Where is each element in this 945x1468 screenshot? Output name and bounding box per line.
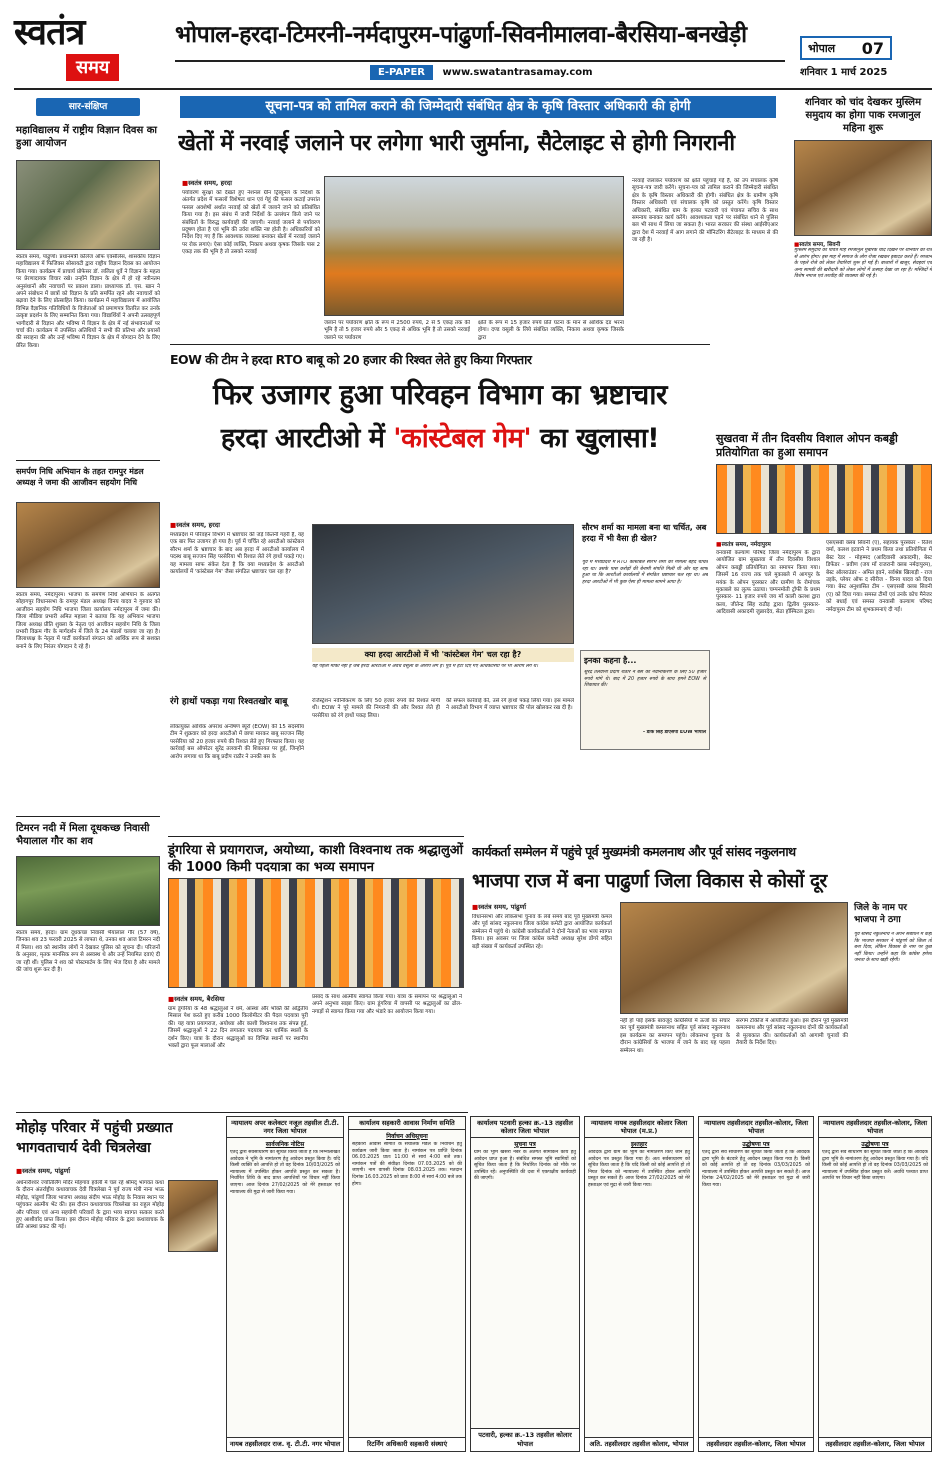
kabaddi-photo [716, 464, 932, 534]
notice-3-body: ग्राम की भूमि खसरा नंबर के अंतर्गत सीमांकन कार्य हेतु आवेदन प्राप्त हुआ है। संबंधित समस्त भूमि स्वामियों को सूचित किया जाता है कि निर्धारित दिनांक को मौके पर उपस्थित रहें। अनुपस्थिति की दशा में एकपक्षीय कार्यवाही की जाएगी। [474, 1150, 576, 1182]
rto-quote-box [580, 650, 710, 750]
notice-5-title: उद्घोषणा पत्र [742, 1141, 770, 1148]
section-tag: सार-संक्षिप्त [36, 98, 140, 116]
lead-photo-burning-field [324, 176, 624, 316]
notice-4-foot: अति. तहसीलदार तहसील कोलार, भोपाल [585, 1437, 693, 1451]
kabaddi-body-right: एसएसबी क्लब सिवनी (ए), सहायक पुरस्कार - रितेश वर्मा, कलश इटवाने ने प्रथम किया तथा प्रतियोगिता में बेस्ट रेडर - मोहम्मद (आदिवासी अकादमी), बेस्ट डिफेंडर - प्रवीण (जय माँ राजरानी क्लब नर्मदापुरम), बेस्ट ऑलराउंडर - अमित इवने, सर्वश्रेष्ठ खिलाड़ी - राज उइके, प्लेयर ऑफ द सीरीज - विनय यादव को दिया गया। बेस्ट अनुशासित टीम - एसएसबी क्लब सिवनी (ए) को दिया गया। समस्त टीमों एवं उनके कोच मैनेजर को बधाई एवं समस्त वनवासी कल्याण परिषद नर्मदापुरम टीम को शुभकामनाएं दी गईं। [826, 540, 932, 613]
rto-subhead: रंगे हाथों पकड़ा गया रिश्वतखोर बाबू [170, 697, 288, 707]
kamalnath-body: विधानसभा और लोकसभा चुनाव के लंबे समय बाद पूर्व मुख्यमंत्री कमल और पूर्व सांसद नकुलनाथ जिला कांग्रेस कमेटी द्वारा आयोजित कार्यकर्ता सम्मेलन में पहुंचे थे। कांग्रेसी कार्यकर्ताओं ने दोनों नेताओं का भव्य स्वागत किया। इस अवसर पर जिला कांग्रेस कमेटी अध्यक्ष सुरेश डोंगरे सहित बड़ी संख्या में कार्यकर्ता उपस्थित रहे। [472, 914, 612, 950]
notice-1-head: न्यायालय अपर कलेक्टर नजूल तहसील टी.टी. नगर जिला भोपाल [227, 1117, 343, 1138]
notice-1 [226, 1116, 344, 1452]
left-divider-1 [16, 460, 160, 461]
notice-4-head: न्यायालय नायब तहसीलदार कोलार जिला भोपाल (म.प्र.) [585, 1117, 693, 1138]
chitralekha-body: अर्धनारीश्वर ज्योतिर्लिंग मंदिर मोहगांव हवेली में चल रहे श्रीमद् भागवत कथा के दौरान अंतर्राष्ट्रीय कथावाचक देवी चित्रलेखा ने पूर्व राज्य मंत्री नाना भाऊ मोहोड़, पांढुर्णा जिला भाजपा अध्यक्ष संदीप भाऊ मोहोड़ के निवास स्थान पर पहुंचकर आत्मीय भेंट की। इस दौरान कथावाचक चित्रलेखा का राहुल मोहोड़ और परिवार एवं अन्य सहयोगी परिवारों के द्वारा भव्य स्वागत सत्कार करते हुए आशीर्वाद प्राप्त किया। इस दौरान मोहोड़ परिवार के द्वारा कथावाचक के प्रति आस्था प्रकट की गई। [16, 1180, 164, 1231]
left-story2-photo [16, 502, 160, 588]
rto-quote-title: इनका कहना है... [584, 656, 637, 665]
kamalnath-headline: भाजपा राज में बना पाढुर्णा जिला विकास से कोसों दूर [472, 870, 827, 892]
rto-photo-caption: क्या हरदा आरटीओ में भी 'कांस्टेबल गेम' चल रहा है? [312, 648, 574, 662]
rto-headline-line2 [170, 418, 710, 460]
padyatra-byline: ■ स्वतंत्र समय, बैरसिया [168, 994, 308, 1003]
notice-2-body: सहकारी आवास समिति के संचालक मंडल के निर्वाचन हेतु कार्यक्रम जारी किया जाता है। नामांकन पत्र प्राप्ति दिनांक 06.03.2025 प्रातः 11:00 से सायं 4:00 बजे तक। नामांकन पत्रों की संवीक्षा दिनांक 07.03.2025 को की जाएगी। नाम वापसी दिनांक 08.03.2025 तक। मतदान दिनांक 16.03.2025 को प्रातः 8:00 से सायं 4:00 बजे तक होगा। [352, 1142, 462, 1187]
notice-3 [470, 1116, 580, 1452]
notice-6 [818, 1116, 932, 1452]
notice-6-head: न्यायालय तहसीलदार तहसील-कोलार, जिला भोपाल [819, 1117, 931, 1138]
kamalnath-sidebar-body: पूर्व सांसद नकुलनाथ ने अपने संबोधन में कहा कि भाजपा सरकार ने पांढुर्णा को जिला तो बना दिया, लेकिन विकास के नाम पर कुछ नहीं किया। उन्होंने कहा कि कांग्रेस हमेशा जनता के साथ खड़ी रहेगी। [854, 932, 932, 964]
lead-photo-caption-2: क्षति के रूप में 15 हजार रुपये प्रति घटना के मान से आर्थिक दंड भरना होगा। दण्ड वसूली के लिये संबंधित व्यक्ति, निकाय अथवा कृषक जिसके द्वारा [478, 320, 624, 341]
notice-1-body: एतद् द्वारा सर्वसाधारण को सूचित किया जाता है कि निम्नलिखित आवेदक ने भूमि के नामांतरण हेतु आवेदन प्रस्तुत किया है। यदि किसी व्यक्ति को आपत्ति हो तो वह दिनांक 10/03/2025 को न्यायालय में उपस्थित होकर आपत्ति प्रस्तुत कर सकता है। निर्धारित तिथि के बाद प्राप्त आपत्तियों पर विचार नहीं किया जाएगा। आज दिनांक 27/02/2025 को मेरे हस्ताक्षर एवं न्यायालय की मुद्रा से जारी किया गया। [230, 1150, 340, 1195]
ramzan-headline: शनिवार को चांद देखकर मुस्लिम समुदाय का होगा पाक रमजानुल महिना शुरू [804, 97, 922, 134]
notice-1-foot: नायब तहसीलदार राज. वृ. टी.टी. नगर भोपाल [227, 1437, 343, 1451]
notice-4 [584, 1116, 694, 1452]
rto-body3: रजिस्ट्रेशन नवीनीकरण के लिए 50 हजार रुपये की रिश्वत मांगी थी। EOW ने पूरे मामले की निगरानी की और रिश्वत लेते ही परसेरिया को रंगे हाथों पकड़ लिया। [312, 698, 440, 719]
notice-5 [698, 1116, 814, 1452]
page-number: 07 [861, 39, 884, 58]
rto-sidebar-title: सौरभ शर्मा का मामला बना था चर्चित, अब हरदा में भी वैसा ही खेल? [582, 523, 707, 543]
logo-top-text: स्वतंत्र [14, 11, 85, 53]
left-story1-headline: महाविद्यालय में राष्ट्रीय विज्ञान दिवस का हुआ आयोजन [16, 125, 157, 149]
rto-headline-part-a: हरदा आरटीओ में [220, 423, 385, 454]
ramzan-body: मुस्लिम समुदाय का पवित्र माह रमजानुल मुबारक चांद दिखने पर शनिवार की रात से आरंभ होगा। इस माह में समाज के लोग रोजा रखकर इबादत करते हैं। रमजान के पहले रोजे को लेकर तैयारियां शुरू हो गई हैं। बाजारों में खजूर, सेवइयां एवं अन्य सामग्री की खरीदारी को लेकर लोगों में उत्साह देखा जा रहा है। मस्जिदों में विशेष नमाज एवं तरावीह की व्यवस्था की गई है। [794, 248, 932, 280]
left-story3-headline: टिमरन नदी में मिला दूधकच्छ निवासी भैयालाल गौर का शव [16, 823, 150, 847]
rto-photo [312, 524, 574, 644]
left-story2-headline: समर्पण निधि अभियान के तहत रामपुर मंडल अध्यक्ष ने जमा की आजीवन सहयोग निधि [16, 467, 144, 487]
masthead-divider [175, 60, 785, 62]
page-city-box [800, 36, 892, 60]
padyatra-photo [168, 878, 464, 988]
notice-2-head: कार्यालय सहकारी आवास निर्माण समिति [349, 1117, 465, 1130]
kamalnath-byline: ■ स्वतंत्र समय, पांढुर्णा [472, 902, 612, 911]
logo-bottom-text: समय [66, 54, 119, 81]
kamalnath-body-right: नहीं हो पाई इसके बावजूद कांग्रेसियों में ऊर्जा का संचार कर पूर्व मुख्यमंत्री कमलनाथ सहित पूर्व सांसद नकुलनाथ इस कार्यक्रम का समापन पहुंचे। लोकसभा चुनाव के दौरान कांग्रेसियों के भाजपा में जाने के बाद यह पहला सम्मेलन था। [620, 1018, 730, 1054]
lead-byline: ■ स्वतंत्र समय, हरदा [182, 178, 302, 187]
chitralekha-headline: मोहोड़ परिवार में पहुंची प्रख्यात भागवताचार्य देवी चित्रलेखा [16, 1120, 173, 1156]
left-divider-2 [16, 816, 160, 817]
lead-body-left: पर्यावरण सुरक्षा को देखते हुए नेशनल ग्रीन ट्रिब्यूनल के निर्देशों के अंतर्गत प्रदेश में फसलों विशेषतः धान एवं गेहूं की फसल कटाई उपरांत फसल अवशेषों अर्थात नरवाई को खेतों में जलाने जाने को प्रतिबंधित किया गया है। इस संबंध में जारी निर्देशों के उल्लंघन किये जाने पर संबंधितों के विरुद्ध कार्यवाही की जाएगी। नरवाई जलाने से पर्यावरण प्रदूषण होता है एवं भूमि की उर्वरा शक्ति नष्ट होती है। अधिकारियों को निर्देश दिए गए हैं कि आवश्यक व्यवस्था बनाकर खेतों में नरवाई जलाने पर रोक लगाएं। ऐसा कोई व्यक्ति, निकाय अथवा कृषक जिसके पास 2 एकड़ तक की भूमि है तो उसको नरवाई [182, 190, 320, 256]
ramzan-byline: ■ स्वतंत्र समय, सिवनी [794, 240, 932, 248]
website-link[interactable]: www.swatantrasamay.com [442, 67, 593, 78]
rto-headline-part-c: का खुलासा! [540, 423, 660, 454]
rto-sidebar-body: पूर्व में मध्यप्रदेश में RTO कांस्टेबल सौरभ शर्मा का मामला बेहद चर्चित रहा था। उसके पास करोड़ों की बेनामी संपत्ति मिली थी और यह साफ हुआ था कि आरटीओ कार्यालयों में संगठित भ्रष्टाचार चल रहा था। अब हरदा आरटीओ में भी कुछ ऐसा ही मामला सामने आया है। [582, 560, 708, 585]
left-story2-body: स्वतंत्र समय, नर्मदापुरम। भाजपा के समर्पण निधि अभियान के अंतर्गत सोहागपुर विधानसभा के रामपुर मंडल अध्यक्ष विनय यादव ने गुरुवार को आजीवन सहयोग निधि भाजपा जिला कार्यालय नर्मदापुरम में जमा की। जिला मीडिया प्रभारी अमित महाला ने बताया कि यह अभियान भाजपा जिला अध्यक्ष प्रीति शुक्ला के नेतृत्व एवं आजीवन सहयोग निधि के जिला प्रभारी विक्रम गौर के मार्गदर्शन में जिले के 24 मंडलों चलाया जा रहा है। जिलाध्यक्ष के नेतृत्व में पार्टी कार्यकर्ता संगठन को आर्थिक रूप से सशक्त बनाने के लिए निरंतर योगदान दे रहे हैं। [16, 592, 160, 650]
padyatra-body: ग्राम डूंगरिया के 48 श्रद्धालुओं ने धर्म, आस्था और भक्ति की अद्वितीय मिसाल पेश करते हुए करीब 1000 किलोमीटर की पैदल पदयात्रा पूरी की। यह यात्रा प्रयागराज, अयोध्या और काशी विश्वनाथ तक संपन्न हुई, जिसमें श्रद्धालुओं ने 22 दिन लगातार पदयात्रा कर धार्मिक स्थलों के दर्शन किए। यात्रा के दौरान श्रद्धालुओं का विभिन्न स्थानों पर स्थानीय भक्तों द्वारा फूल मालाओं और [168, 1006, 308, 1050]
lead-headline: खेतों में नरवाई जलाने पर लगेगा भारी जुर्माना, सैटेलाइट से होगी निगरानी [178, 131, 735, 156]
header-rule [14, 88, 932, 90]
left-story3-body: स्वतंत्र समय, हरदा। ग्राम दूधकच्छ निवासी भैयालाल गौर (57 वर्ष), जिनका शव 23 फरवरी 2025 से लापता थे, उनका शव आज टिमरन नदी में मिला। शव को स्थानीय लोगों ने देखकर पुलिस को सूचना दी। परिजनों के अनुसार, मृतक मानसिक रूप से अस्वस्थ थे और उन्हें नियमित दवाएं दी जा रही थीं। पुलिस ने शव को पोस्टमार्टम के लिए भेज दिया है और मामले की जांच शुरू कर दी है। [16, 930, 160, 974]
notice-6-body: एतद् द्वारा सर्व साधारण को सूचित किया जाता है कि आवेदक द्वारा भूमि के नामांतरण हेतु आवेदन प्रस्तुत किया गया है। यदि किसी को कोई आपत्ति हो तो वह दिनांक 03/03/2025 को न्यायालय में उपस्थित होकर प्रस्तुत करें। अवधि पश्चात प्राप्त आपत्ति पर विचार नहीं किया जाएगा। [822, 1150, 928, 1182]
notice-5-body: एतद् द्वारा सर्व साधारण को सूचित किया जाता है कि आवेदक द्वारा भूमि के बंटवारे हेतु आवेदन प्रस्तुत किया गया है। किसी को कोई आपत्ति हो तो वह दिनांक 03/03/2025 को न्यायालय में उपस्थित होकर आपत्ति प्रस्तुत कर सकते हैं। आज दिनांक 24/02/2025 को मेरे हस्ताक्षर एवं मुद्रा से जारी किया गया। [702, 1150, 810, 1188]
epaper-bar [370, 64, 780, 82]
left-story3-photo [16, 856, 160, 926]
notice-5-head: न्यायालय तहसीलदार तहसील-कोलार, जिला भोपाल [699, 1117, 813, 1138]
page-city: भोपाल [808, 42, 836, 55]
notice-6-title: उद्घोषणा पत्र [861, 1141, 889, 1148]
kamalnath-body-far: सरगम टॉकीज में आयोजित हुआ। इस दौरान पूर्व मुख्यमंत्री कमलनाथ और पूर्व सांसद नकुलनाथ दोनों की कार्यकर्ताओं से मुलाकात की। कार्यकर्ताओं को आगामी चुनावों की तैयारी के निर्देश दिए। [736, 1018, 848, 1047]
lead-strip: सूचना-पत्र को तामिल कराने की जिम्मेदारी संबंधित क्षेत्र के कृषि विस्तार अधिकारी की होगी [180, 96, 776, 118]
rto-kicker: EOW की टीम ने हरदा RTO बाबू को 20 हजार की रिश्वत लेते हुए किया गिरफ्तार [170, 352, 532, 367]
lead-body-right: नरवाई जलाकर पर्यावरण को क्षति पहुंचाई गई है, को उप संचालक कृषि सूचना-पत्र जारी करेंगे। सूचना-पत्र को तामिल कराने की जिम्मेदारी संबंधित क्षेत्र के कृषि विस्तार अधिकारी की होगी। संबंधित क्षेत्र के ग्रामीण कृषि विस्तार अधिकारी एवं संचालक कृषि को प्रस्तुत करेंगे। कृषि विस्तार अधिकारी, संबंधित ग्राम के हल्का पटवारी एवं पंचायत सचिव के साथ समन्वय बनाकर कार्य करेंगे। आवश्यकता पड़ने पर संबंधित थाने से पुलिस बल भी साथ में लिया जा सकता है। भारत सरकार की संस्था आईसीएआर द्वारा देश में नरवाई में आग लगाने की मॉनिटरिंग सैटेलाइट के माध्यम से की जा रही है। [632, 178, 778, 244]
rto-headline-part-b: 'कांस्टेबल गेम' [393, 423, 532, 454]
rto-quote-body: सुरेंद्र तलवानी प्रदीप राठौर ने बस की नवीनीकरण के लिए 50 हजार रुपये मांगे थे। बाद में 20 हजार रुपये के साथ हमने EOW से शिकायत की। [584, 670, 706, 689]
notice-4-title: इश्तहार [630, 1141, 648, 1148]
kamalnath-sidebar-title: जिले के नाम पर भाजपा ने ठगा [854, 903, 907, 925]
kabaddi-body: वनवासी कल्याण परिषद जिला नर्मदापुरम के द्वारा आयोजित ग्राम सुखतवा में तीन दिवसीय विशाल ओपन कबड्डी प्रतियोगिता का समापन किया गया। जिसमें 16 राज्य तक चले मुकाबले में आगपुर के मयंक के ओपन पुरस्कार और ग्रामीण के रोमांचक मुकाबले का लुत्फ उठाया। चम्पनमोती ट्रॉफी के प्रथम पुरस्कार- 11 हजार रुपये जय माँ काली कलश द्वारा कला, जीतेन्द्र सिंह राठौड़ द्वारा। द्वितीय पुरस्कार- आदिवासी अकादमी जुन्नारदेव, सेठा हॉस्पिटल द्वारा। [716, 550, 820, 616]
notice-2-title: निर्वाचन अधिसूचना [386, 1133, 428, 1140]
kabaddi-headline: सुखतवा में तीन दिवसीय विशाल ओपन कबड्डी प्रतियोगिता का हुआ समापन [716, 432, 898, 459]
rto-body2: लोकायुक्त आर्थिक अपराध अन्वेषण ब्यूरो (EOW) की 15 सदस्यीय टीम ने शुक्रवार को हरदा आरटीओ में छापा मारकर बाबू सज्जन सिंह परसेरिया को 20 हजार रुपये की रिश्वत लेते हुए गिरफ्तार किया। यह कार्रवाई बस ऑपरेटर सुरेंद्र तलवानी की शिकायत पर हुई, जिन्होंने आरोप लगाया था कि बाबू प्रदीप राठौर ने उनकी बस के [170, 724, 304, 760]
notice-5-foot: तहसीलदार तहसील-कोलार, जिला भोपाल [699, 1437, 813, 1451]
lead-photo-caption-1: जलाने पर पर्यावरण क्षति के रूप में 2500 रुपये, 2 से 5 एकड़ तक की भूमि है तो 5 हजार रुपये और 5 एकड़ से अधिक भूमि है तो उसको नरवाई जलाने पर पर्यावरण [324, 320, 470, 341]
rto-quote-author: - डीके सिंह डीएसपी EOW भोपाल [642, 730, 706, 735]
notice-3-head: कार्यालय पटवारी हल्का क्र.-13 तहसील कोलार जिला भोपाल [471, 1117, 579, 1138]
left-story1-photo [16, 160, 160, 250]
notice-2-foot: रिटर्निंग अधिकारी सहकारी संस्थाएं [349, 1437, 465, 1451]
padyatra-body2: प्रसाद के साथ आत्मीय स्वागत किया गया। यात्रा के समापन पर श्रद्धालुओं ने अपने अनुभव साझा किए। ग्राम डूंगरिया में वापसी पर श्रद्धालुओं का ढोल-नगाड़ों से स्वागत किया गया और भंडारे का आयोजन किया गया। [312, 994, 462, 1015]
padyatra-headline: डूंगरिया से प्रयागराज, अयोध्या, काशी विश्वनाथ तक श्रद्धालुओं की 1000 किमी पदयात्रा का भव्य समापन [168, 843, 464, 875]
chitralekha-photo [168, 1180, 218, 1252]
bottom-left-rule [16, 1112, 468, 1113]
kamalnath-kicker: कार्यकर्ता सम्मेलन में पहुंचे पूर्व मुख्यमंत्री कमलनाथ और पूर्व सांसद नकुलनाथ [472, 844, 796, 859]
padyatra-top-rule [168, 836, 464, 837]
notice-3-foot: पटवारी, हल्का क्र.-13 तहसील कोलार भोपाल [471, 1428, 579, 1451]
chitralekha-byline: ■ स्वतंत्र समय, पांढुर्णा [16, 1166, 216, 1175]
rto-byline: ■ स्वतंत्र समय, हरदा [170, 520, 300, 529]
notice-1-title: सार्वजनिक नोटिस [265, 1141, 305, 1148]
notice-4-body: आवेदक द्वारा ग्राम की भूमि का नामांतरण किए जाने हेतु आवेदन पत्र प्रस्तुत किया गया है। अतः सर्वसाधारण को सूचित किया जाता है कि यदि किसी को कोई आपत्ति हो तो नियत दिनांक को न्यायालय में उपस्थित होकर आपत्ति प्रस्तुत कर सकते हैं। आज दिनांक 27/02/2025 को मेरे हस्ताक्षर एवं मुद्रा से जारी किया गया। [588, 1150, 690, 1188]
newspaper-logo [14, 11, 162, 78]
issue-date: शनिवार 1 मार्च 2025 [800, 67, 888, 78]
ramzan-photo [794, 140, 932, 236]
kabaddi-byline: ■ स्वतंत्र समय, नर्मदापुरम [716, 540, 820, 548]
rto-body: मध्यप्रदेश में परिवहन विभाग में भ्रष्टाचार की जड़ें कितनी गहरी हैं, यह एक बार फिर उजागर हो गया है। पूर्व में चर्चित रहे आरटीओ कांस्टेबल सौरभ शर्मा के भ्रष्टाचार के बाद अब हरदा में आरटीओ कार्यालय में पदस्थ बाबू सज्जन सिंह परसेरिया भी रिश्वत लेते रंगे हाथों पकड़े गए। यह मामला साफ संकेत देता है कि क्या मध्यप्रदेश के आरटीओ कार्यालयों में 'कांस्टेबल गेम' जैसा संगठित भ्रष्टाचार चल रहा है? [170, 532, 304, 576]
edition-cities-banner: भोपाल-हरदा-टिमरनी-नर्मदापुरम-पांढुर्णा-सिवनीमालवा-बैरसिया-बनखेड़ी [175, 22, 747, 48]
notice-3-title: सूचना पत्र [514, 1141, 536, 1148]
left-story1-body: स्वतंत्र समय, पांढुर्णा। प्रधानमंत्री कॉलेज ऑफ एक्सीलेंस, शासकीय विज्ञान महाविद्यालय में फिजिक्स सोसायटी द्वारा राष्ट्रीय विज्ञान दिवस का आयोजन किया गया। कार्यक्रम में प्राचार्य प्रोफेसर डॉ. ललिता धुर्वे ने विज्ञान के महत्व पर प्रेरणादायक विचार रखे। उन्होंने विज्ञान के क्षेत्र में हो रहे नवीनतम अनुसंधानों और नवाचारों पर प्रकाश डाला। प्राध्यापक डॉ. एस. खान ने अपने संबोधन में छात्रों को विज्ञान के प्रति समर्पित रहने और नवाचारों को बढ़ावा देने के लिए प्रोत्साहित किया। कार्यक्रम में महाविद्यालय में आयोजित विभिन्न वैज्ञानिक गतिविधियों के विजेताओं को प्रमाणपत्र वितरित कर उनके उत्कृष्ट प्रदर्शन के लिए सम्मानित किया गया। विद्यार्थियों ने अपनी उत्साहपूर्ण भागीदारी से विज्ञान और भविष्य में विज्ञान के क्षेत्र में नई संभावनाओं पर चर्चा की। कार्यक्रम में उपस्थित अतिथियों ने सभी की प्रतिभा और प्रयासों की सराहना की और उन्हें भविष्य में विज्ञान के क्षेत्र में योगदान देने के लिए प्रेरित किया। [16, 254, 160, 349]
rto-photo-note: यह पहला मौका नहीं है जब हरदा आरटीओ में अवैध वसूली के आरोप लगे हैं। पूर्व में हटा दिए गए अधिकारियों पर भी आरोप लगे थे। [312, 664, 538, 669]
epaper-label: E-PAPER [370, 65, 433, 80]
rto-top-rule [170, 344, 710, 345]
notice-2 [348, 1116, 466, 1452]
rto-body4: की सफल कार्रवाई की, उसे रंगे हाथों पकड़ लिया गया। इस मामले ने आरटीओ विभाग में व्याप्त भ्रष्टाचार की पोल खोलकर रख दी है। [446, 698, 574, 712]
notice-6-foot: तहसीलदार तहसील-कोलार, जिला भोपाल [819, 1437, 931, 1451]
rto-headline-line1: फिर उजागर हुआ परिवहन विभाग का भ्रष्टाचार [213, 378, 667, 411]
kamalnath-photo [620, 902, 848, 1014]
